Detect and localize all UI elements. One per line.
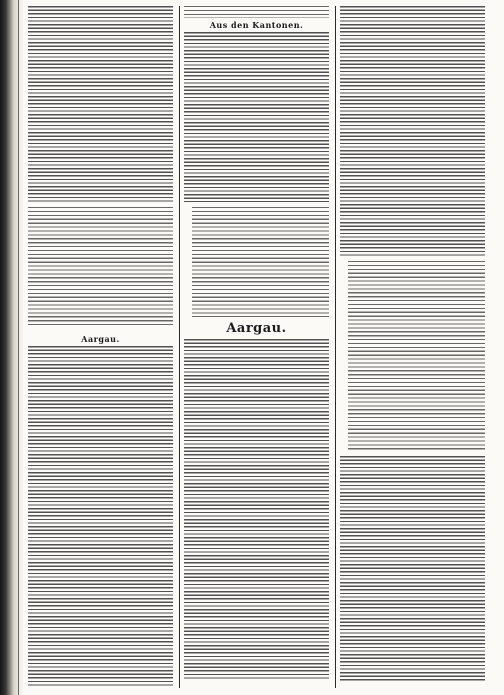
article-text xyxy=(28,346,173,686)
article-text xyxy=(28,6,173,202)
column-3 xyxy=(340,6,485,688)
article-text xyxy=(340,456,485,681)
column-rule xyxy=(179,6,180,688)
article-text xyxy=(28,207,173,327)
column-2 xyxy=(184,6,329,688)
section-heading: Aus den Kantonen. xyxy=(209,20,304,30)
section-heading: Aargau. xyxy=(81,334,120,344)
binding-rule xyxy=(18,0,19,695)
article-text xyxy=(184,32,329,202)
section-heading: Aargau. xyxy=(226,321,287,336)
article-text xyxy=(184,6,329,18)
article-text xyxy=(340,6,485,256)
article-text xyxy=(184,339,329,679)
column-1 xyxy=(28,6,173,688)
page-body xyxy=(28,6,496,688)
column-rule xyxy=(335,6,336,688)
binding-edge xyxy=(0,0,24,695)
article-text xyxy=(340,261,485,451)
article-text xyxy=(184,207,329,317)
